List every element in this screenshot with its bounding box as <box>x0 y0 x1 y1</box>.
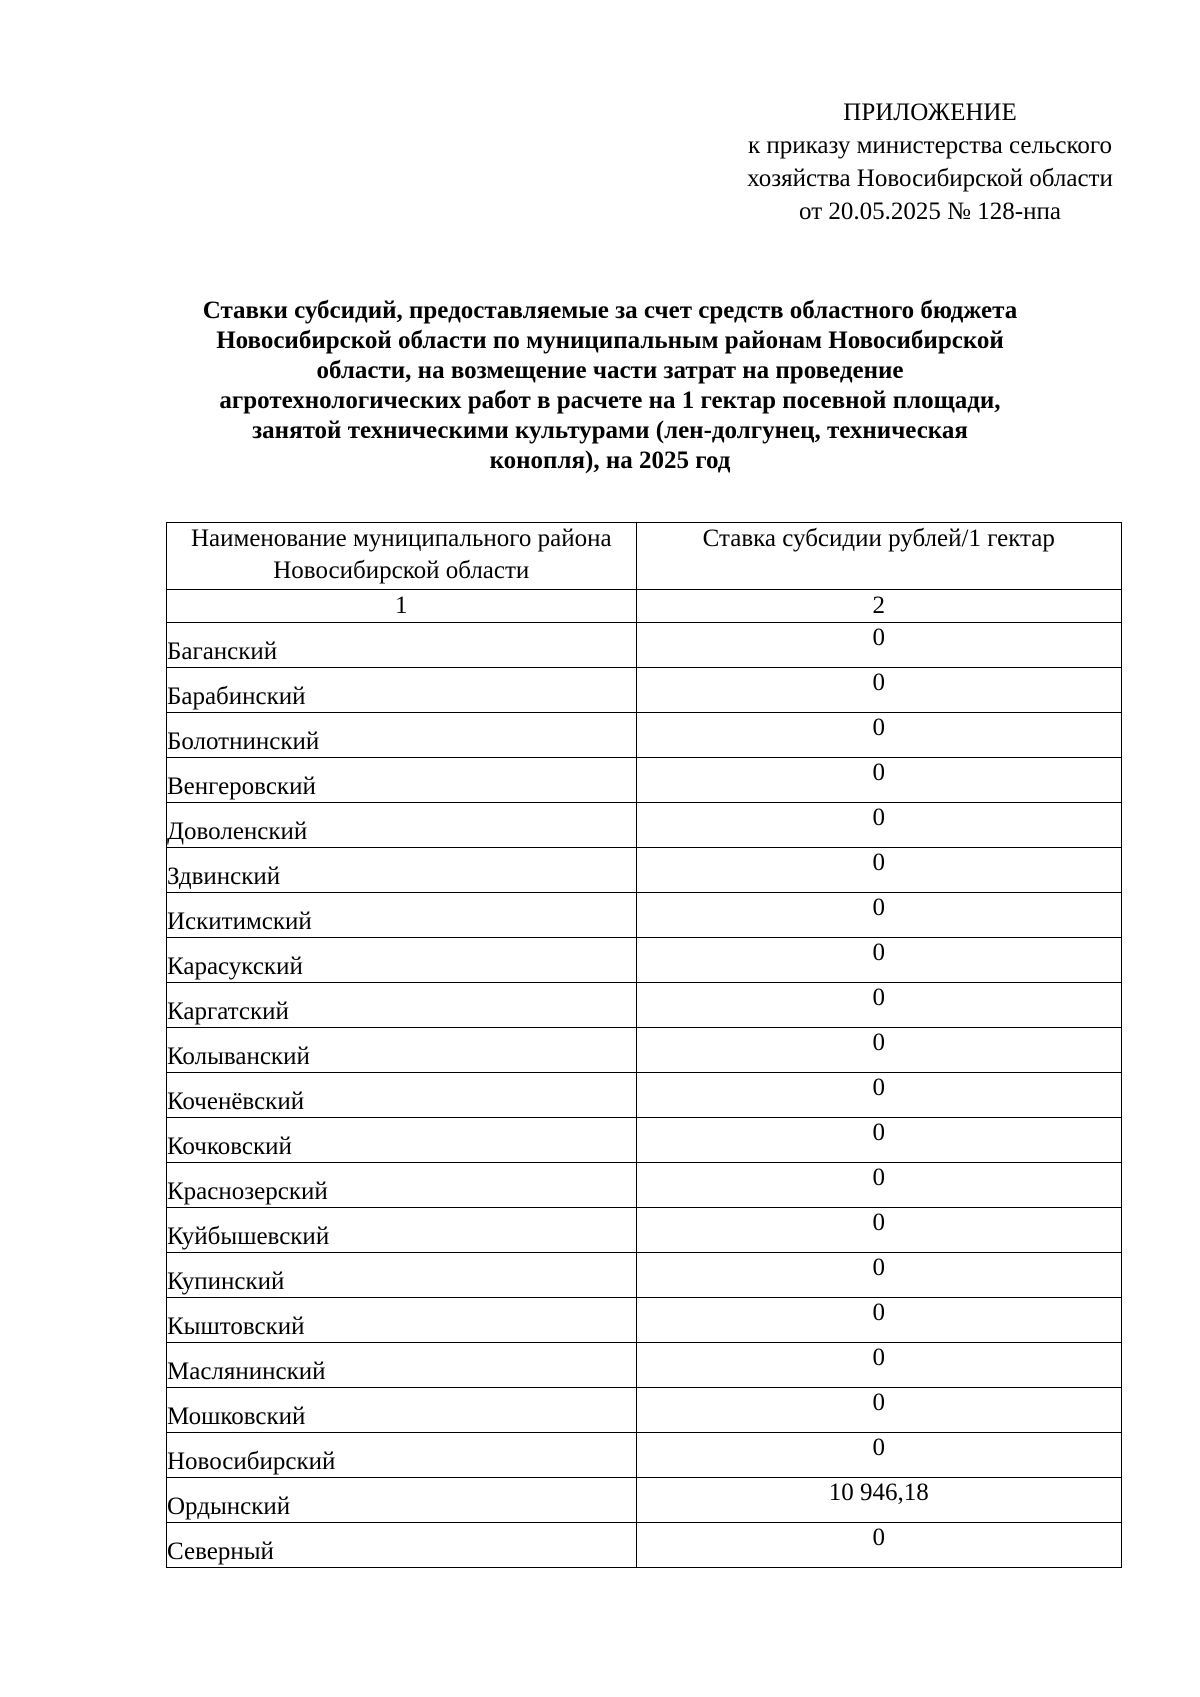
district-name-cell: Кыштовский <box>167 1298 637 1343</box>
subsidy-rate-cell: 0 <box>636 713 1121 758</box>
subsidy-rate-cell: 0 <box>636 1073 1121 1118</box>
appendix-line: хозяйства Новосибирской области <box>747 165 1113 192</box>
table-row <box>167 1388 1122 1433</box>
table-row <box>167 1343 1122 1388</box>
title-line: Новосибирской области по муниципальным районам Новосибирской <box>216 327 1004 354</box>
subsidy-rate-cell: 0 <box>636 803 1121 848</box>
district-name-cell: Куйбышевский <box>167 1208 637 1253</box>
subsidy-rate-cell: 0 <box>636 1253 1121 1298</box>
table-row <box>167 1208 1122 1253</box>
subsidy-rate-cell: 0 <box>636 1298 1121 1343</box>
table-row <box>167 623 1122 668</box>
document-title <box>150 296 1070 476</box>
subsidy-rate-cell: 0 <box>636 848 1121 893</box>
table-row <box>167 758 1122 803</box>
district-name-cell: Ордынский <box>167 1478 637 1523</box>
appendix-line: к приказу министерства сельского <box>747 132 1112 159</box>
district-name-cell: Мошковский <box>167 1388 637 1433</box>
subsidy-rate-cell: 0 <box>636 1208 1121 1253</box>
column-number: 2 <box>636 590 1121 623</box>
table-row <box>167 1028 1122 1073</box>
district-name-cell: Доволенский <box>167 803 637 848</box>
district-name-cell: Барабинский <box>167 668 637 713</box>
subsidy-rate-cell: 0 <box>636 1523 1121 1568</box>
title-line: области, на возмещение части затрат на проведение <box>316 357 904 384</box>
district-name-cell: Карасукский <box>167 938 637 983</box>
table-row <box>167 1073 1122 1118</box>
subsidy-rate-cell: 0 <box>636 893 1121 938</box>
table-header-row <box>167 523 1122 590</box>
table-row <box>167 803 1122 848</box>
title-line: агротехнологических работ в расчете на 1 гектар посевной площади, <box>219 387 1001 414</box>
table-row <box>167 848 1122 893</box>
district-name-cell: Венгеровский <box>167 758 637 803</box>
table-row <box>167 893 1122 938</box>
title-line: конопля), на 2025 год <box>489 447 731 474</box>
subsidy-rate-cell: 0 <box>636 1118 1121 1163</box>
column-number-row <box>167 590 1122 623</box>
subsidy-rate-cell: 0 <box>636 1388 1121 1433</box>
column-number: 1 <box>167 590 637 623</box>
table-row <box>167 1478 1122 1523</box>
district-name-cell: Искитимский <box>167 893 637 938</box>
district-name-cell: Коченёвский <box>167 1073 637 1118</box>
subsidy-rate-cell: 10 946,18 <box>636 1478 1121 1523</box>
header-rate: Ставка субсидии рублей/1 гектар <box>636 523 1121 590</box>
district-name-cell: Кочковский <box>167 1118 637 1163</box>
district-name-cell: Здвинский <box>167 848 637 893</box>
subsidy-rates-table <box>166 522 1122 1568</box>
subsidy-rate-cell: 0 <box>636 938 1121 983</box>
subsidy-rate-cell: 0 <box>636 623 1121 668</box>
subsidy-rate-cell: 0 <box>636 983 1121 1028</box>
title-line: Ставки субсидий, предоставляемые за счет средств областного бюджета <box>202 297 1018 324</box>
subsidy-rate-cell: 0 <box>636 1163 1121 1208</box>
table-body <box>167 623 1122 1568</box>
table-row <box>167 938 1122 983</box>
table-row <box>167 1118 1122 1163</box>
table-row <box>167 713 1122 758</box>
district-name-cell: Баганский <box>167 623 637 668</box>
table-row <box>167 1163 1122 1208</box>
district-name-cell: Северный <box>167 1523 637 1568</box>
header-district: Наименование муниципального района Новосибирской области <box>167 523 637 590</box>
subsidy-rate-cell: 0 <box>636 668 1121 713</box>
district-name-cell: Маслянинский <box>167 1343 637 1388</box>
subsidy-rate-cell: 0 <box>636 1028 1121 1073</box>
district-name-cell: Колыванский <box>167 1028 637 1073</box>
district-name-cell: Купинский <box>167 1253 637 1298</box>
title-line: занятой техническими культурами (лен-долгунец, техническая <box>252 417 968 444</box>
appendix-block <box>690 96 1170 228</box>
subsidy-rate-cell: 0 <box>636 1343 1121 1388</box>
subsidy-rate-cell: 0 <box>636 758 1121 803</box>
subsidy-rate-cell: 0 <box>636 1433 1121 1478</box>
district-name-cell: Краснозерский <box>167 1163 637 1208</box>
appendix-order-reference: от 20.05.2025 № 128-нпа <box>799 198 1061 225</box>
district-name-cell: Каргатский <box>167 983 637 1028</box>
district-name-cell: Болотнинский <box>167 713 637 758</box>
table-row <box>167 1433 1122 1478</box>
table-row <box>167 983 1122 1028</box>
district-name-cell: Новосибирский <box>167 1433 637 1478</box>
table-row <box>167 1298 1122 1343</box>
table-row <box>167 1253 1122 1298</box>
table-row <box>167 668 1122 713</box>
table-row <box>167 1523 1122 1568</box>
appendix-heading: ПРИЛОЖЕНИЕ <box>843 99 1017 126</box>
